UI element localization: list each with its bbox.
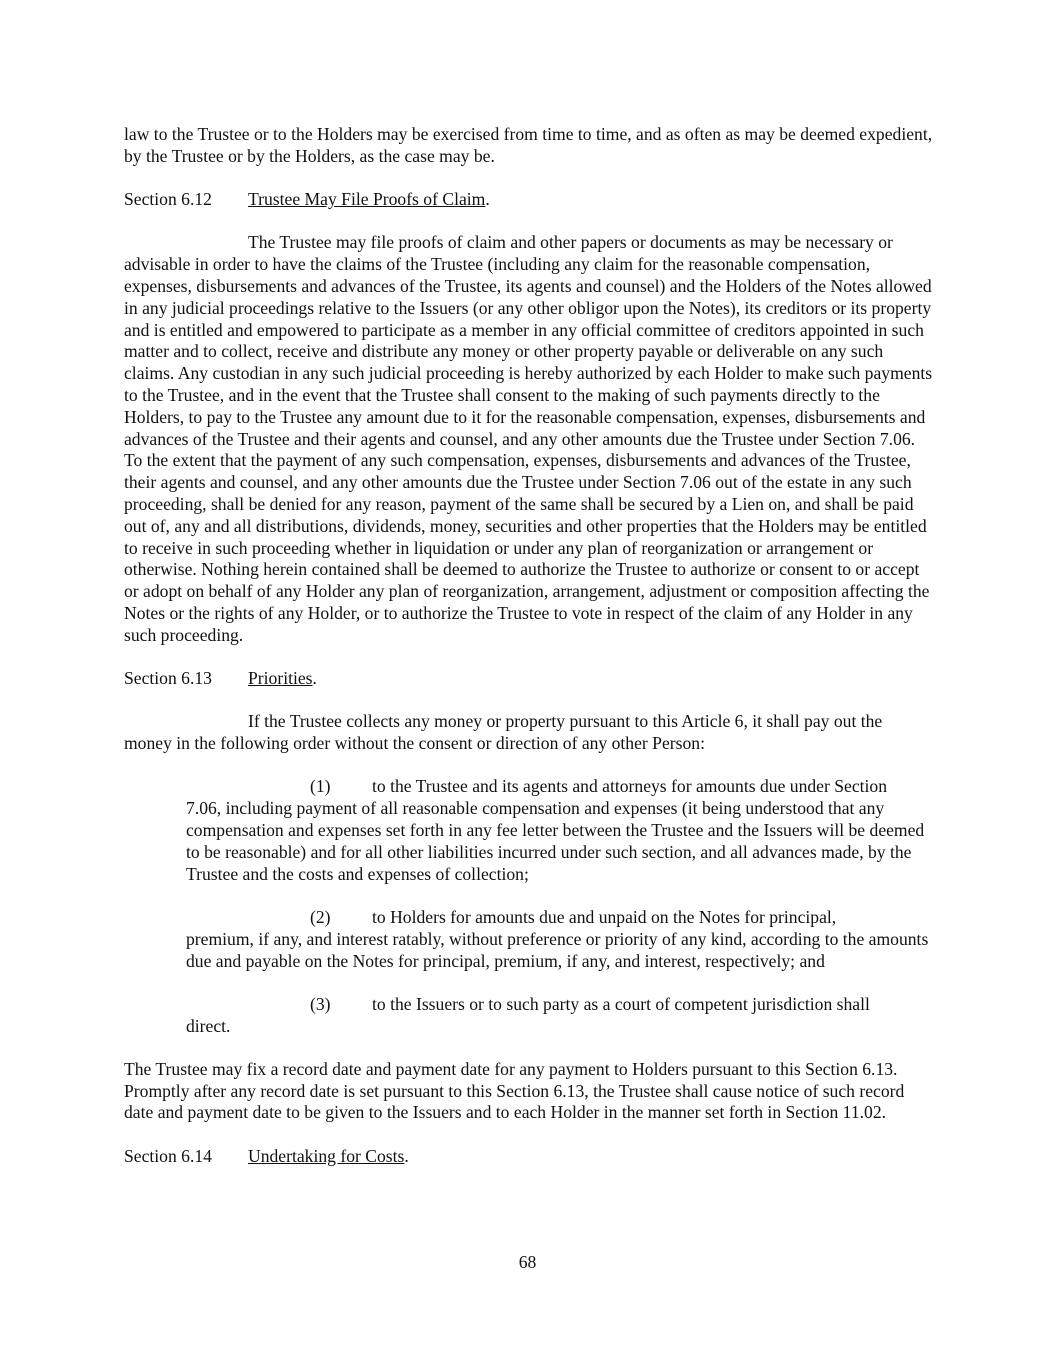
- section-title: Undertaking for Costs: [248, 1145, 405, 1166]
- item-number: (1): [310, 776, 331, 797]
- item-first-line: to the Issuers or to such party as a court of competent jurisdiction shall: [372, 993, 870, 1014]
- item-number: (2): [310, 906, 331, 927]
- section-number: Section 6.13: [124, 668, 212, 689]
- section-title: Trustee May File Proofs of Claim: [248, 189, 486, 210]
- item-text: 7.06, including payment of all reasonable compensation and expenses (it being understood that any compensation and expenses set forth in any fee letter between the Trustee and the Issuers will be deemed to be reasonable) and for all other liabilities incurred under such section, and all advances made, by the Trustee and the costs and expenses of collection;: [186, 798, 925, 884]
- intro-paragraph: law to the Trustee or to the Holders may be exercised from time to time, and as often as may be deemed expedient, by the Trustee or by the Holders, as the case may be.: [124, 124, 933, 166]
- document-page: [124, 124, 934, 1189]
- section-heading-6-14: Section 6.14 Undertaking for Costs.: [124, 1145, 409, 1166]
- section-number: Section 6.14: [124, 1145, 212, 1166]
- section-heading-6-12: Section 6.12 Trustee May File Proofs of Claim.: [124, 189, 490, 210]
- priority-item-3: [186, 994, 934, 1038]
- priority-item-1: [186, 776, 934, 885]
- priority-item-2: [186, 907, 934, 972]
- item-first-line: to the Trustee and its agents and attorneys for amounts due under Section: [372, 776, 888, 797]
- section-heading-6-13: Section 6.13 Priorities.: [124, 668, 317, 689]
- item-first-line: to Holders for amounts due and unpaid on the Notes for principal,: [372, 906, 837, 927]
- item-number: (3): [310, 993, 331, 1014]
- section-body-6-13: If the Trustee collects any money or property pursuant to this Article 6, it shall pay out the money in the following order without the consent or direction of any other Person:: [124, 711, 883, 754]
- section-body-6-12: The Trustee may file proofs of claim and other papers or documents as may be necessary or advisable in order to have the claims of the Trustee (including any claim for the reasonable compensation, expenses, disbursements and advances of the Trustee, its agents and counsel) and the Holders of the Notes allowed in any judicial proceedings relative to the Issuers (or any other obligor upon the Notes), its creditors or its property and is entitled and empowered to participate as a member in any official committee of creditors appointed in such matter and to collect, receive and distribute any money or other property payable or deliverable on any such claims. Any custodian in any such judicial proceeding is hereby authorized by each Holder to make such payments to the Trustee, and in the event that the Trustee shall consent to the making of such payments directly to the Holders, to pay to the Trustee any amount due to it for the reasonable compensation, expenses, disbursements and advances of the Trustee and their agents and counsel, and any other amounts due the Trustee under Section 7.06. To the extent that the payment of any such compensation, expenses, disbursements and advances of the Trustee, their agents and counsel, and any other amounts due the Trustee under Section 7.06 out of the estate in any such proceeding, shall be denied for any reason, payment of the same shall be secured by a Lien on, and shall be paid out of, any and all distributions, dividends, money, securities and other properties that the Holders may be entitled to receive in such proceeding whether in liquidation or under any plan of reorganization or arrangement or otherwise. Nothing herein contained shall be deemed to authorize the Trustee to authorize or consent to or accept or adopt on behalf of any Holder any plan of reorganization, arrangement, adjustment or composition affecting the Notes or the rights of any Holder, or to authorize the Trustee to vote in respect of the claim of any Holder in any such proceeding.: [124, 232, 933, 645]
- item-text: premium, if any, and interest ratably, without preference or priority of any kind, according to the amounts due and payable on the Notes for principal, premium, if any, and interest, respectively; and: [186, 928, 929, 971]
- section-title: Priorities: [248, 668, 313, 689]
- closing-paragraph-6-13: The Trustee may fix a record date and payment date for any payment to Holders pursuant to this Section 6.13. Promptly after any record date is set pursuant to this Section 6.13, the Trustee shall cause notice of such record date and payment date to be given to the Issuers and to each Holder in the manner set forth in Section 11.02.: [124, 1058, 905, 1123]
- page-number: 68: [518, 1252, 537, 1272]
- item-text: direct.: [186, 1015, 231, 1036]
- section-number: Section 6.12: [124, 189, 212, 210]
